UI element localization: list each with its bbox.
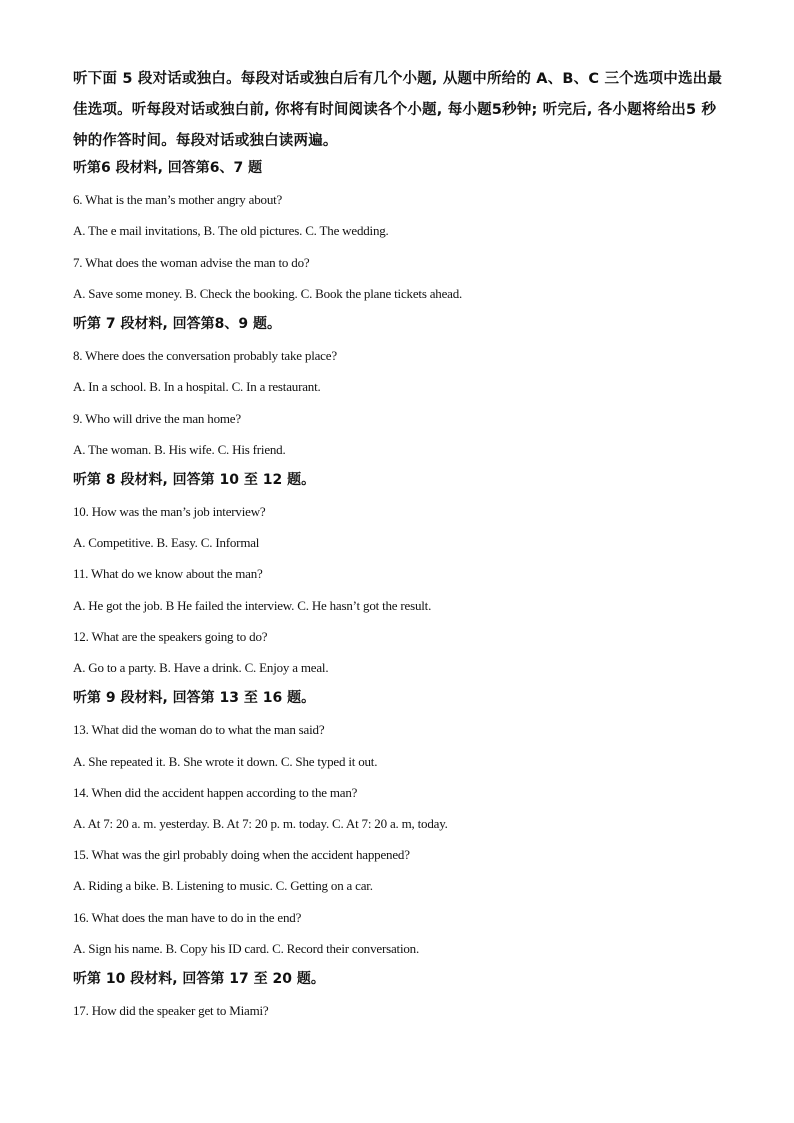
question-text: 14. When did the accident happen according to the man? — [73, 784, 358, 800]
section-heading: 听第 8 段材料, 回答第 10 至 12 题。 — [73, 471, 316, 488]
section-heading: 听第 7 段材料, 回答第8、9 题。 — [73, 315, 282, 332]
answer-options: A. Competitive. B. Easy. C. Informal — [73, 535, 260, 551]
question-text: 7. What does the woman advise the man to do? — [73, 254, 310, 270]
section-heading: 听第 10 段材料, 回答第 17 至 20 题。 — [73, 970, 325, 987]
answer-options: A. The woman. B. His wife. C. His friend. — [73, 441, 286, 457]
question-text: 11. What do we know about the man? — [73, 566, 263, 582]
question-list — [73, 153, 733, 1026]
question-text: 15. What was the girl probably doing when the accident happened? — [73, 847, 410, 863]
question-text: 8. Where does the conversation probably take place? — [73, 348, 337, 364]
answer-options: A. Save some money. B. Check the booking. C. Book the plane tickets ahead. — [73, 285, 463, 301]
question-text: 12. What are the speakers going to do? — [73, 628, 268, 644]
answer-options: A. She repeated it. B. She wrote it down. C. She typed it out. — [73, 753, 378, 769]
answer-options: A. At 7: 20 a. m. yesterday. B. At 7: 20 p. m. today. C. At 7: 20 a. m, today. — [73, 815, 448, 831]
section-heading: 听第6 段材料, 回答第6、7 题 — [73, 160, 263, 176]
answer-options: A. Riding a bike. B. Listening to music. C. Getting on a car. — [73, 878, 373, 894]
answer-options: A. Sign his name. B. Copy his ID card. C. Record their conversation. — [73, 940, 420, 956]
question-text: 17. How did the speaker get to Miami? — [73, 1003, 269, 1019]
question-text: 16. What does the man have to do in the end? — [73, 909, 302, 925]
question-text: 13. What did the woman do to what the man said? — [73, 722, 325, 738]
answer-options: A. In a school. B. In a hospital. C. In a restaurant. — [73, 379, 321, 395]
question-text: 6. What is the man’s mother angry about? — [73, 192, 283, 208]
section-heading: 听第 9 段材料, 回答第 13 至 16 题。 — [73, 690, 316, 707]
answer-options: A. Go to a party. B. Have a drink. C. Enjoy a meal. — [73, 660, 329, 675]
answer-options: A. The e mail invitations, B. The old pictures. C. The wedding. — [73, 223, 389, 239]
answer-options: A. He got the job. B He failed the interview. C. He hasn’t got the result. — [73, 597, 432, 613]
listening-instructions: 听下面 5 段对话或独白。每段对话或独白后有几个小题, 从题中所给的 A、B、C 三个选项中选出最佳选项。听每段对话或独白前, 你将有时间阅读各个小题, 每小题5秒钟; 听完后, 各小题将给出5 秒钟的作答时间。每段对话或独白读两遍。 — [73, 71, 723, 149]
question-text: 9. Who will drive the man home? — [73, 410, 241, 426]
question-text: 10. How was the man’s job interview? — [73, 504, 266, 520]
